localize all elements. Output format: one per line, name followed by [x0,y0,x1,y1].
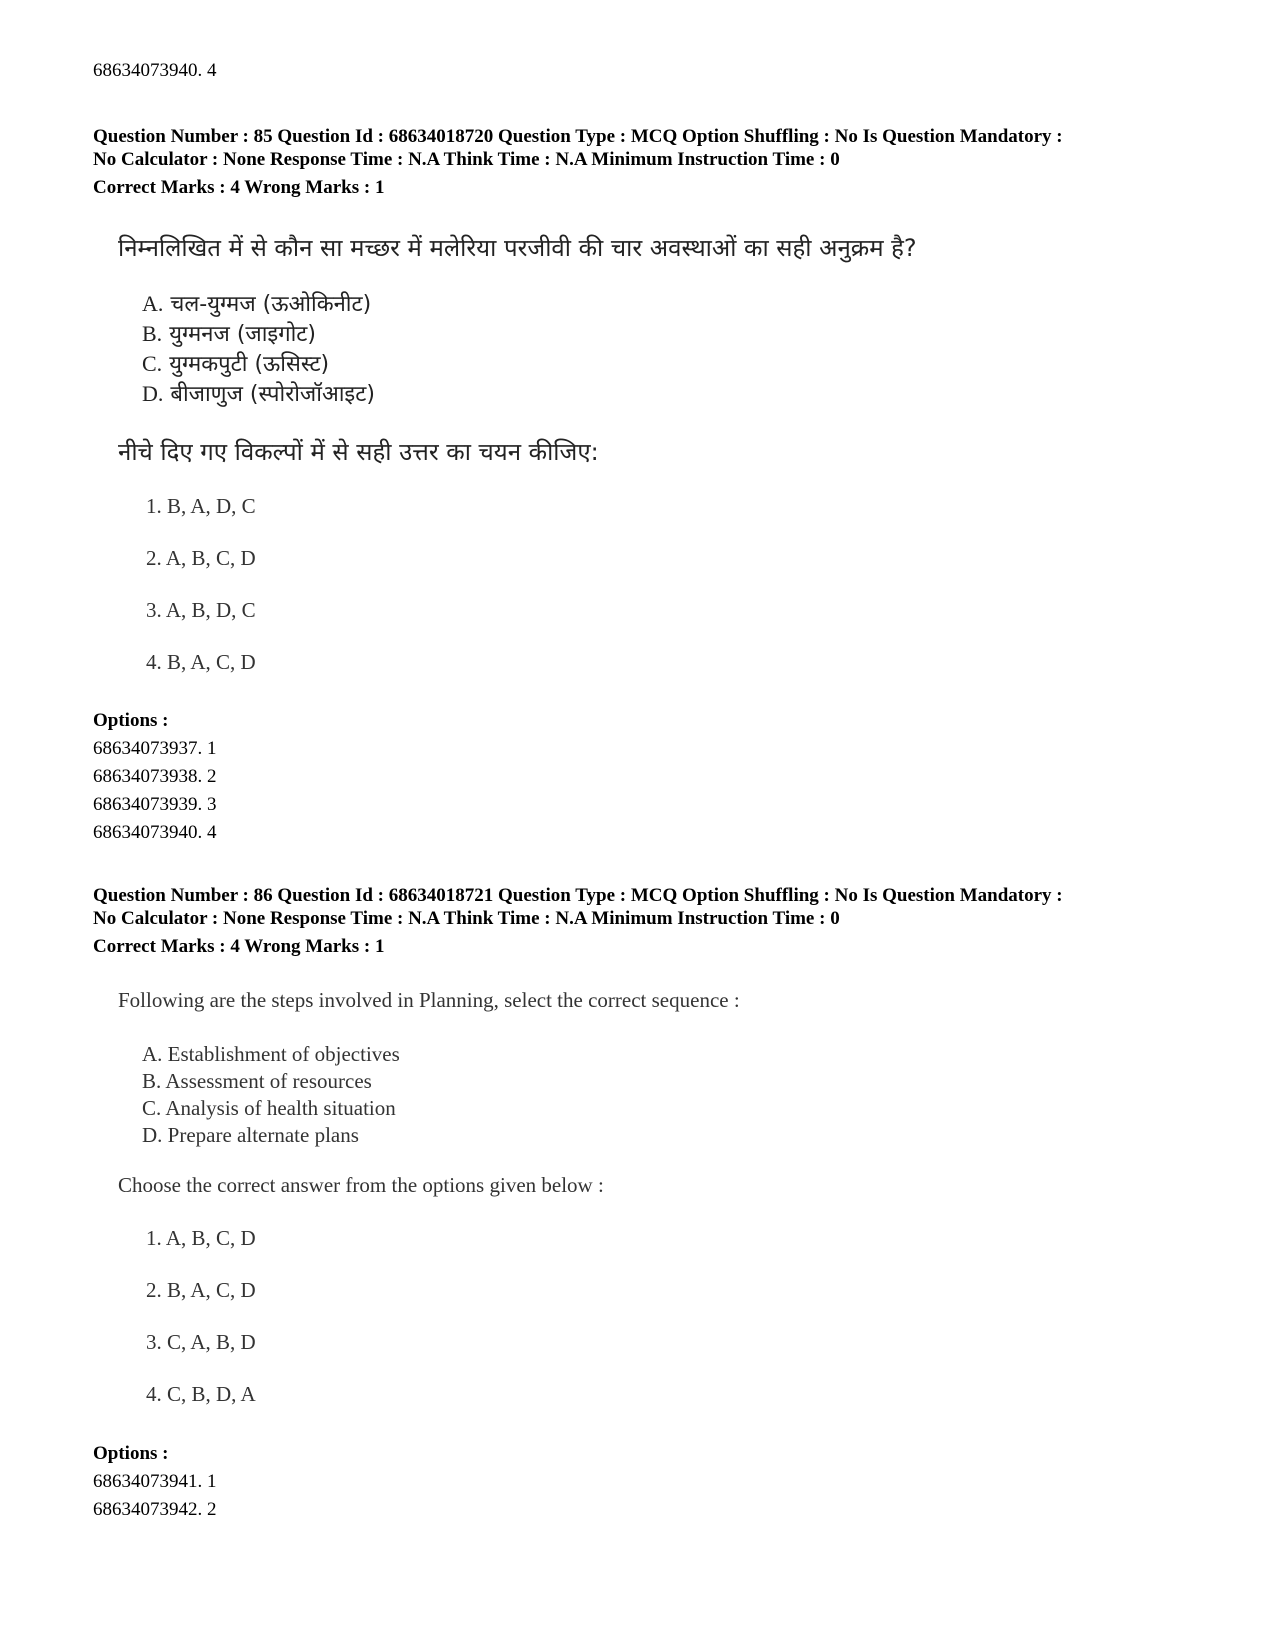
options-heading: Options : [93,1443,169,1464]
statement-text: Analysis of health situation [165,1096,396,1120]
statement-item [142,1095,396,1121]
statement-label: C. [142,351,163,376]
question-marks: Correct Marks : 4 Wrong Marks : 1 [93,177,385,198]
answer-choice: 4. C, B, D, A [146,1382,256,1406]
previous-option-line: 68634073940. 4 [93,60,217,81]
statement-label: B. [142,321,163,346]
option-id-line: 68634073942. 2 [93,1499,217,1520]
statement-text: युग्मनज (जाइगोट) [169,322,316,347]
question-stem: Following are the steps involved in Planning, select the correct sequence : [118,988,740,1012]
statement-item [142,289,371,320]
answer-choice: 4. B, A, C, D [146,650,256,674]
question-stem: निम्नलिखित में से कौन सा मच्छर में मलेरिया परजीवी की चार अवस्थाओं का सही अनुक्रम है? [118,234,917,262]
statement-text: युग्मकपुटी (ऊसिस्ट) [169,352,330,377]
statement-text: चल-युग्मज (ऊओकिनीट) [170,292,372,317]
options-heading: Options : [93,710,169,731]
answer-choice: 1. A, B, C, D [146,1226,256,1250]
question-meta-line-1: Question Number : 85 Question Id : 68634018720 Question Type : MCQ Option Shuffling : No Is Question Mandatory : [93,126,1063,147]
question-meta-line-2: No Calculator : None Response Time : N.A Think Time : N.A Minimum Instruction Time : 0 [93,149,840,170]
statement-label: D. [142,1123,163,1147]
statement-item [142,1122,359,1148]
statement-label: A. [142,291,164,316]
statement-label: D. [142,381,164,406]
statement-text: Prepare alternate plans [167,1123,359,1147]
answer-choice: 1. B, A, D, C [146,494,256,518]
statement-label: A. [142,1042,163,1066]
question-marks: Correct Marks : 4 Wrong Marks : 1 [93,936,385,957]
option-id-line: 68634073941. 1 [93,1471,217,1492]
option-id-line: 68634073938. 2 [93,766,217,787]
statement-text: Establishment of objectives [167,1042,400,1066]
statement-item [142,319,316,350]
option-id-line: 68634073939. 3 [93,794,217,815]
question-instruction: नीचे दिए गए विकल्पों में से सही उत्तर का चयन कीजिए: [118,438,599,466]
statement-item [142,1041,400,1067]
answer-choice: 3. A, B, D, C [146,598,256,622]
statement-item [142,349,329,380]
statement-text: Assessment of resources [165,1069,372,1093]
question-meta-line-1: Question Number : 86 Question Id : 68634018721 Question Type : MCQ Option Shuffling : No Is Question Mandatory : [93,885,1063,906]
statement-item [142,379,375,410]
option-id-line: 68634073937. 1 [93,738,217,759]
answer-choice: 3. C, A, B, D [146,1330,256,1354]
option-id-line: 68634073940. 4 [93,822,217,843]
question-meta-line-2: No Calculator : None Response Time : N.A Think Time : N.A Minimum Instruction Time : 0 [93,908,840,929]
answer-choice: 2. A, B, C, D [146,546,256,570]
statement-label: C. [142,1096,162,1120]
statement-label: B. [142,1069,162,1093]
question-instruction: Choose the correct answer from the options given below : [118,1173,604,1197]
statement-text: बीजाणुज (स्पोरोजॉआइट) [170,382,375,407]
answer-choice: 2. B, A, C, D [146,1278,256,1302]
statement-item [142,1068,372,1094]
